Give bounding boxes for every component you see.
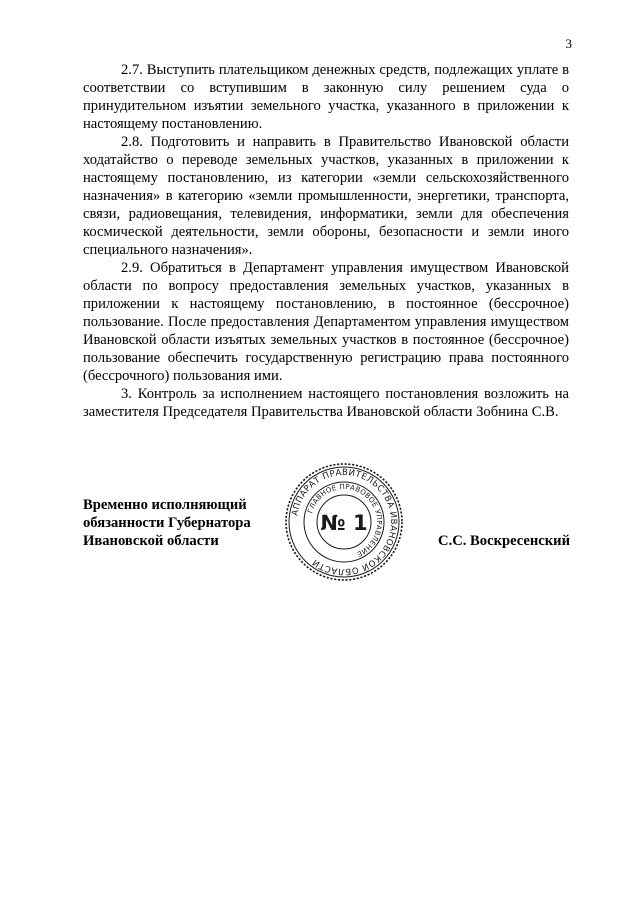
signatory-position-line: обязанности Губернатора [83, 515, 251, 531]
document-body [83, 61, 569, 421]
seal-number: № 1 [320, 511, 368, 535]
paragraph-3: 3. Контроль за исполнением настоящего постановления возложить на заместителя Председателя Правительства Ивановской области Зобнина С.В. [83, 386, 569, 420]
official-seal [284, 462, 404, 582]
paragraph-2-8: 2.8. Подготовить и направить в Правительство Ивановской области ходатайство о переводе земельных участков, указанных в приложении к настоящему постановлению, из категории «земли сельскохозяйственного назначения» в категорию «земли промышленности, энергетики, транспорта, связи, радиовещания, телевидения, информатики, земли для обеспечения космической деятельности, земли обороны, безопасности и земли иного специального назначения». [83, 134, 569, 258]
signatory-position-line: Временно исполняющий [83, 497, 247, 513]
signatory-name: С.С. Воскресенский [438, 533, 570, 549]
signatory-position [83, 496, 283, 550]
seal-outer-text: АППАРАТ ПРАВИТЕЛЬСТВА ИВАНОВСКОЙ ОБЛАСТИ [290, 467, 399, 577]
seal-inner-text: ГЛАВНОЕ ПРАВОВОЕ УПРАВЛЕНИЕ [306, 482, 384, 559]
paragraph-2-7: 2.7. Выступить плательщиком денежных средств, подлежащих уплате в соответствии со вступившим в законную силу решением суда о принудительном изъятии земельного участка, указанного в приложении к настоящему постановлению. [83, 62, 569, 132]
seal-stamp-icon [284, 462, 404, 582]
paragraph-2-9: 2.9. Обратиться в Департамент управления имуществом Ивановской области по вопросу предоставления земельных участков, указанных в приложении к настоящему постановлению, в постоянное (бессрочное) пользование. После предоставления Департаментом управления имуществом Ивановской области изъятых земельных участков в постоянное (бессрочное) пользование обеспечить государственную регистрацию права постоянного (бессрочного) пользования ими. [83, 260, 569, 384]
signatory-position-line: Ивановской области [83, 533, 219, 549]
page-number: 3 [565, 36, 572, 51]
